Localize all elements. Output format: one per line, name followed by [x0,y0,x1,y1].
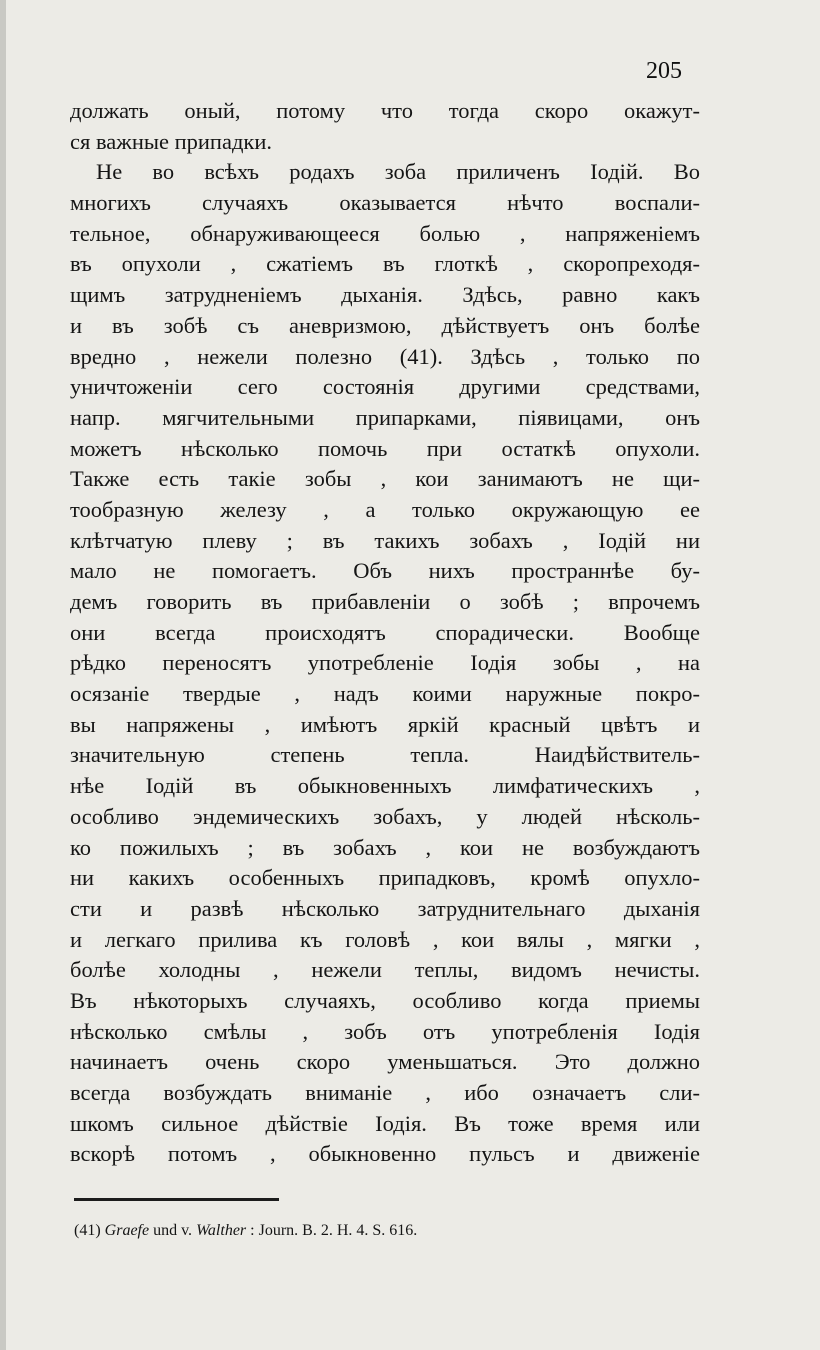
footnote-author-2: Walther [196,1222,247,1239]
text-line: и легкаго прилива къ головѣ , кои вялы , мягки , [70,926,700,952]
text-line: Въ нѣкоторыхъ случаяхъ, особливо когда приемы [70,987,700,1013]
text-line: Также есть такіе зобы , кои занимаютъ не щи- [70,466,700,492]
footnote-conjunction: und v. [153,1222,193,1239]
text-line: вредно , нежели полезно (41). Здѣсь , только по [70,343,700,369]
text-line: начинаетъ очень скоро уменьшаться. Это должно [70,1049,700,1075]
text-line: значительную степень тепла. Наидѣйствитель- [70,742,700,768]
footnote [74,1222,417,1240]
footnote-rule [74,1198,279,1201]
text-line: шкомъ сильное дѣйствіе Іодія. Въ тоже время или [70,1110,700,1136]
page-number: 205 [646,58,682,84]
text-line: сти и развѣ нѣсколько затруднительнаго дыханія [70,895,700,921]
text-line: они всегда происходятъ спорадически. Вообще [70,619,700,645]
text-line: ся важные припадки. [70,128,272,154]
footnote-number: (41) [74,1222,101,1239]
text-line: и въ зобѣ съ аневризмою, дѣйствуетъ онъ болѣе [70,312,700,338]
text-line: тообразную железу , а только окружающую ее [70,496,700,522]
text-line: напр. мягчительными припарками, піявицами, онъ [70,404,700,430]
text-line: уничтоженіи сего состоянія другими средствами, [70,374,700,400]
text-line: въ опухоли , сжатіемъ въ глоткѣ , скоропреходя- [70,251,700,277]
text-line: должать оный, потому что тогда скоро окажут- [70,98,700,123]
text-line: клѣтчатую плеву ; въ такихъ зобахъ , Іодій ни [70,527,700,553]
text-line: рѣдко переносятъ употребленіе Іодія зобы , на [70,650,700,676]
text-line: болѣе холодны , нежели теплы, видомъ нечисты. [70,957,700,983]
text-line: мало не помогаетъ. Объ нихъ пространнѣе бу- [70,558,700,584]
text-line: Не во всѣхъ родахъ зоба приличенъ Іодій. Во [96,159,700,185]
text-line: всегда возбуждать вниманіе , ибо означаетъ сли- [70,1080,700,1105]
text-line: особливо эндемическихъ зобахъ, у людей нѣсколь- [70,803,700,829]
text-line: вы напряжены , имѣютъ яркій красный цвѣтъ и [70,711,700,737]
text-line: ко пожилыхъ ; въ зобахъ , кои не возбуждаютъ [70,834,700,860]
footnote-author-1: Graefe [104,1222,150,1239]
text-line: ни какихъ особенныхъ припадковъ, кромѣ опухло- [70,865,700,891]
text-line: нѣе Іодій въ обыкновенныхъ лимфатическихъ , [70,773,700,799]
text-line: осязаніе твердые , надъ коими наружные покро- [70,681,700,707]
text-line: щимъ затрудненіемъ дыханія. Здѣсь, равно какъ [70,282,700,308]
body-text [70,96,700,1170]
text-line: тельное, обнаруживающееся болью , напряженіемъ [70,220,700,246]
text-line: многихъ случаяхъ оказывается нѣчто воспали- [70,190,700,216]
text-line: вскорѣ потомъ , обыкновенно пульсъ и движеніе [70,1141,700,1167]
footnote-reference: : Journ. B. 2. H. 4. S. 616. [250,1222,418,1239]
text-line: можетъ нѣсколько помочь при остаткѣ опухоли. [70,435,700,461]
text-line: нѣсколько смѣлы , зобъ отъ употребленія Іодія [70,1018,700,1044]
text-line: демъ говорить въ прибавленіи о зобѣ ; впрочемъ [70,589,700,614]
